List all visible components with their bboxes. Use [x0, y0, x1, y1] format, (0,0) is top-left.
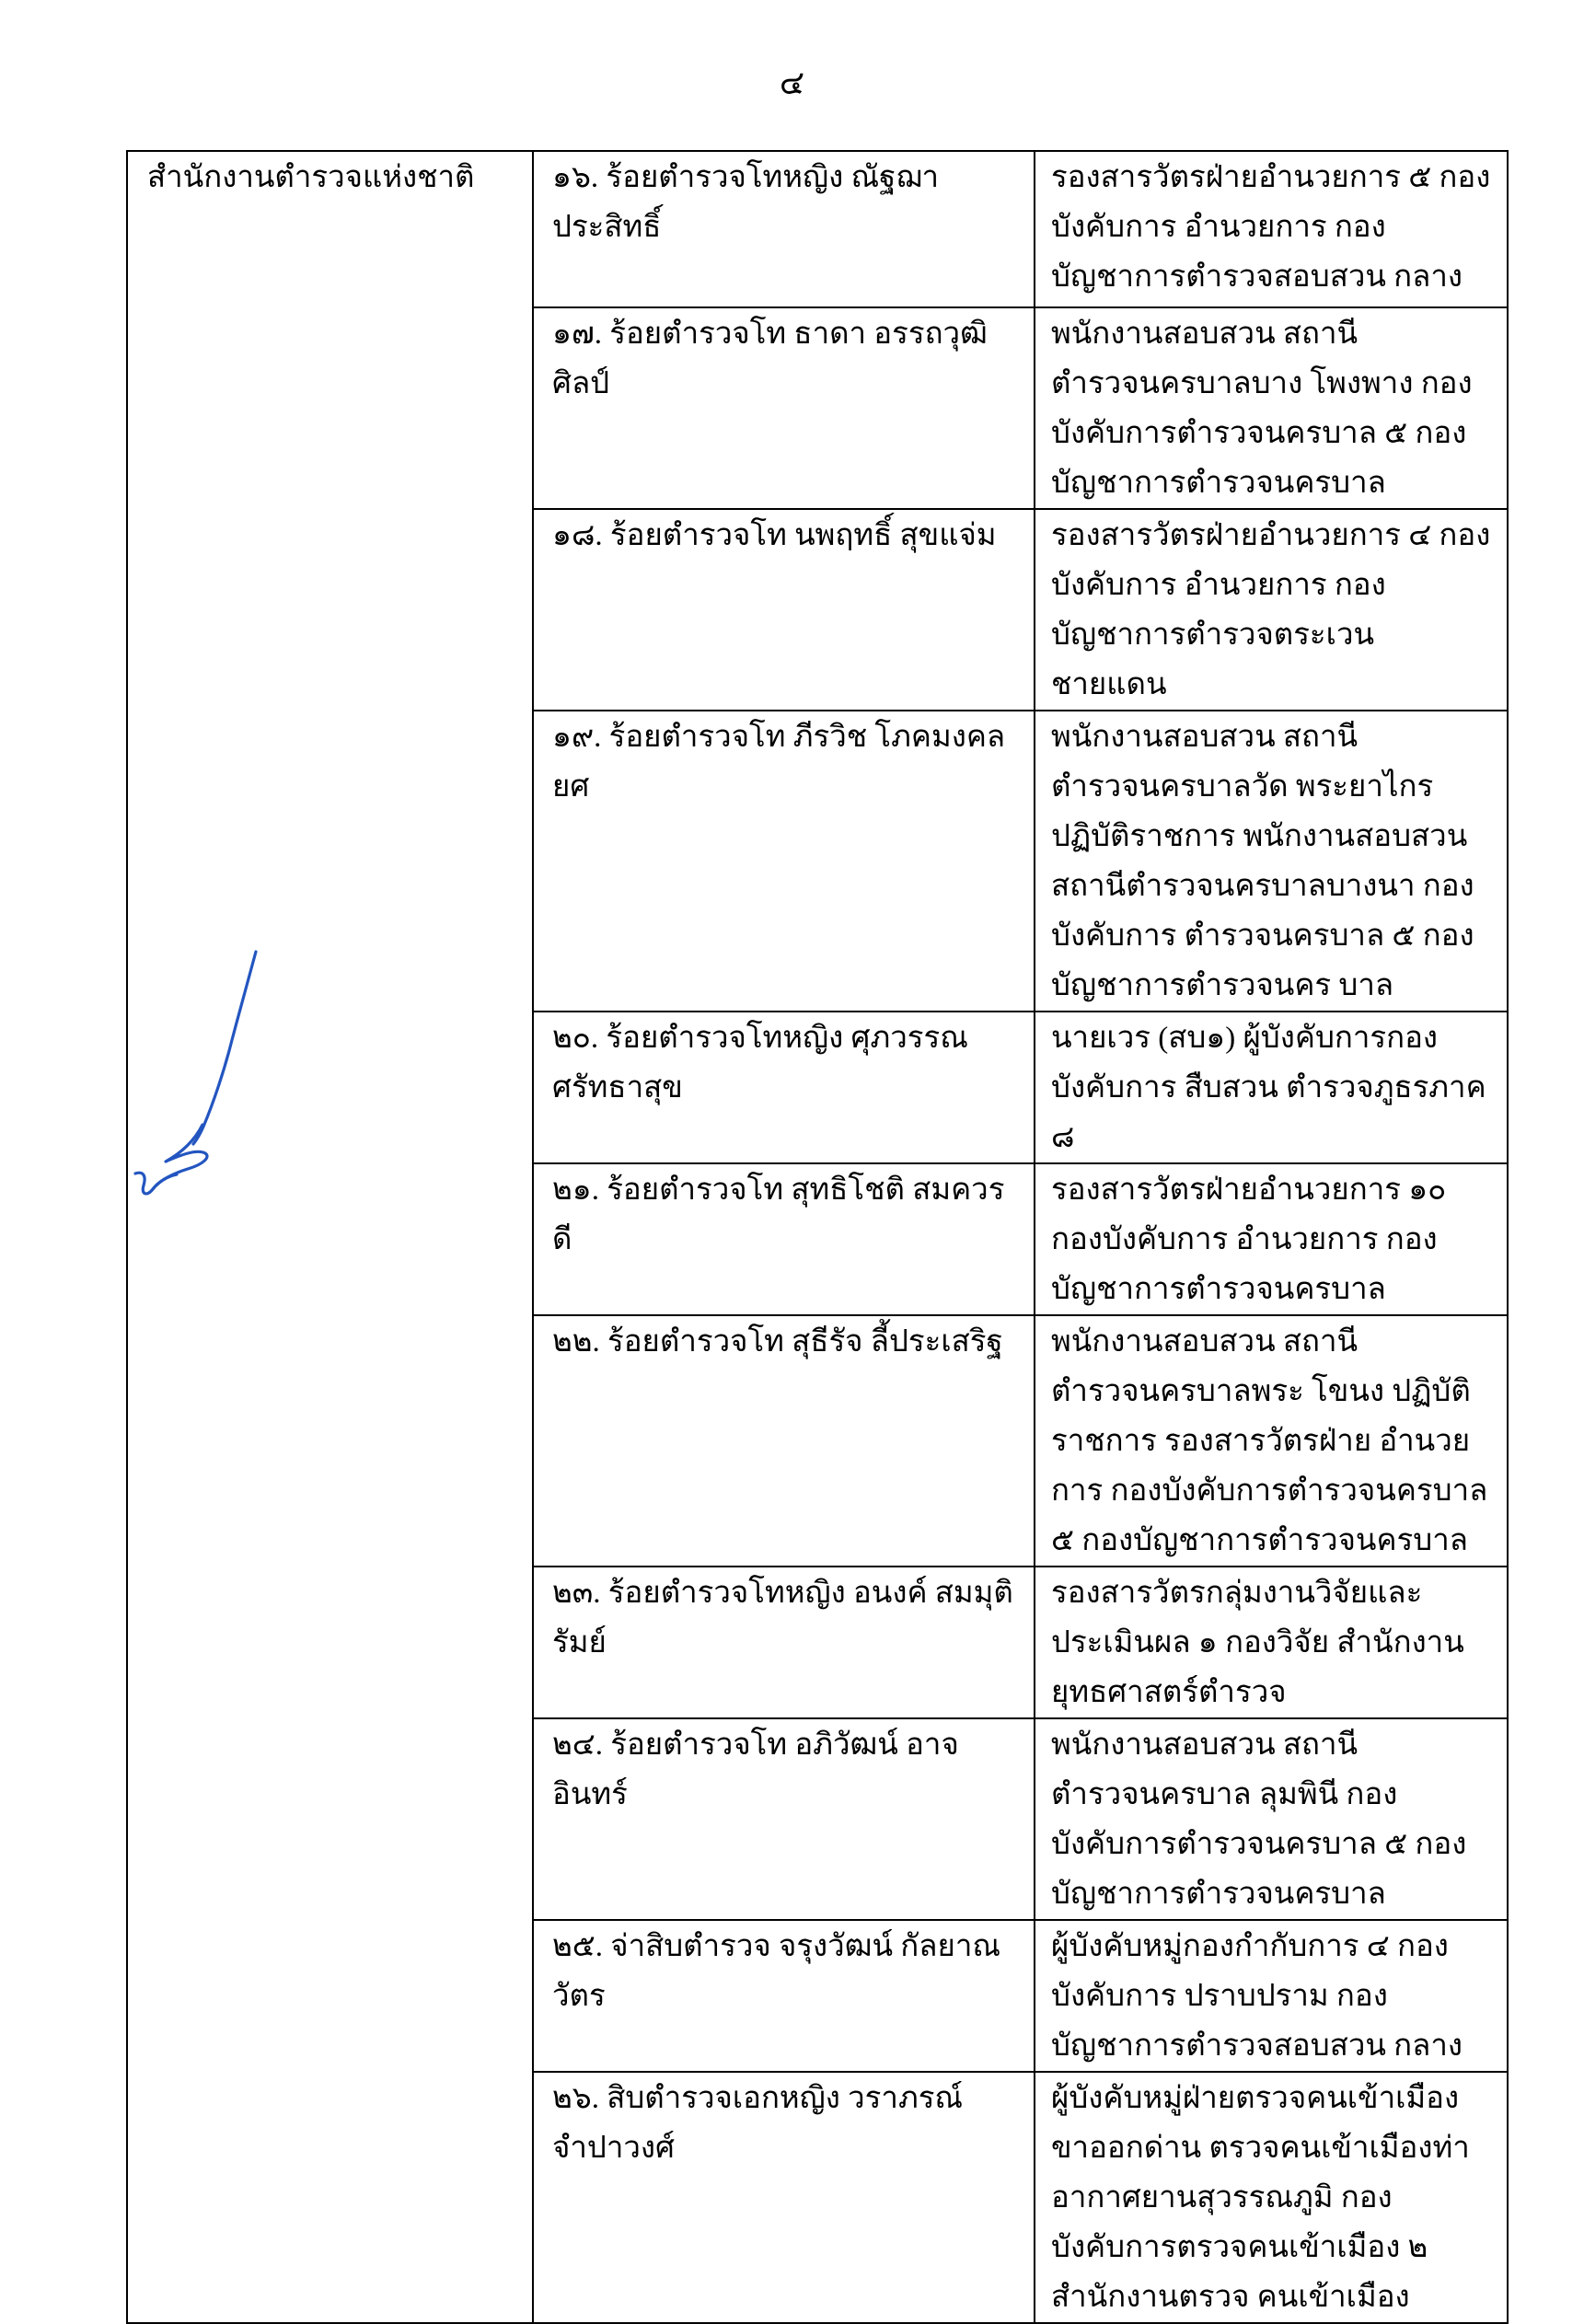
- table-row: [534, 1921, 1507, 2073]
- table-row: [534, 308, 1507, 510]
- assignment-table: [126, 150, 1509, 2324]
- table-row: [534, 1719, 1507, 1921]
- officer-name-cell: ๒๖. สิบตำรวจเอกหญิง วราภรณ์ จำปาวงศ์: [534, 2073, 1035, 2322]
- position-cell: รองสารวัตรกลุ่มงานวิจัยและประเมินผล ๑ กองวิจัย สำนักงานยุทธศาสตร์ตำรวจ: [1051, 1577, 1464, 1709]
- agency-cell: [128, 152, 534, 2322]
- officer-name-cell: ๑๗. ร้อยตำรวจโท ธาดา อรรถวุฒิศิลป์: [534, 308, 1035, 508]
- table-row: [534, 1316, 1507, 1567]
- table-row: [534, 1567, 1507, 1719]
- officer-name-cell: ๑๖. ร้อยตำรวจโทหญิง ณัฐฌา ประสิทธิ์: [534, 152, 1035, 306]
- table-row: [534, 510, 1507, 711]
- position-cell: พนักงานสอบสวน สถานีตำรวจนครบาลบาง โพงพาง กองบังคับการตำรวจนครบาล ๕ กองบัญชาการตำรวจนครบาล: [1051, 318, 1473, 500]
- position-cell: พนักงานสอบสวน สถานีตำรวจนครบาลพระ โขนง ปฏิบัติราชการ รองสารวัตรฝ่าย อำนวยการ กองบังคับการตำรวจนครบาล ๕ กองบัญชาการตำรวจนครบาล: [1051, 1325, 1488, 1557]
- page-number: ๔: [779, 64, 805, 101]
- table-row: [534, 2073, 1507, 2322]
- position-cell: ผู้บังคับหมู่ฝ่ายตรวจคนเข้าเมืองขาออกด่าน ตรวจคนเข้าเมืองท่าอากาศยานสุวรรณภูมิ กอง บังคับการตรวจคนเข้าเมือง ๒ สำนักงานตรวจ คนเข้าเมือง: [1051, 2082, 1470, 2314]
- table-row: [534, 152, 1507, 308]
- officer-name-cell: ๒๐. ร้อยตำรวจโทหญิง ศุภวรรณ ศรัทธาสุข: [534, 1012, 1035, 1162]
- officer-name-cell: ๒๓. ร้อยตำรวจโทหญิง อนงค์ สมมุติรัมย์: [534, 1567, 1035, 1717]
- table-rows: [534, 152, 1507, 2322]
- officer-name-cell: ๒๑. ร้อยตำรวจโท สุทธิโชติ สมควรดี: [534, 1164, 1035, 1314]
- position-cell: รองสารวัตรฝ่ายอำนวยการ ๑๐ กองบังคับการ อำนวยการ กองบัญชาการตำรวจนครบาล: [1051, 1174, 1447, 1306]
- officer-name-cell: ๒๔. ร้อยตำรวจโท อภิวัฒน์ อาจอินทร์: [534, 1719, 1035, 1919]
- table-row: [534, 1164, 1507, 1316]
- position-cell: รองสารวัตรฝ่ายอำนวยการ ๕ กองบังคับการ อำนวยการ กองบัญชาการตำรวจสอบสวน กลาง: [1051, 161, 1491, 294]
- officer-name-cell: ๒๕. จ่าสิบตำรวจ จรุงวัฒน์ กัลยาณวัตร: [534, 1921, 1035, 2071]
- table-row: [534, 1012, 1507, 1164]
- table-row: [534, 711, 1507, 1012]
- officer-name-cell: ๑๘. ร้อยตำรวจโท นพฤทธิ์ สุขแจ่ม: [534, 510, 1035, 710]
- position-cell: พนักงานสอบสวน สถานีตำรวจนครบาล ลุมพินี กองบังคับการตำรวจนครบาล ๕ กองบัญชาการตำรวจนครบาล: [1051, 1729, 1467, 1911]
- officer-name-cell: ๒๒. ร้อยตำรวจโท สุธีรัจ ลี้ประเสริฐ: [534, 1316, 1035, 1566]
- officer-name-cell: ๑๙. ร้อยตำรวจโท ภีรวิช โภคมงคลยศ: [534, 711, 1035, 1011]
- position-cell: รองสารวัตรฝ่ายอำนวยการ ๔ กองบังคับการ อำนวยการ กองบัญชาการตำรวจตระเวน ชายแดน: [1051, 519, 1491, 701]
- position-cell: ผู้บังคับหมู่กองกำกับการ ๔ กองบังคับการ ปราบปราม กองบัญชาการตำรวจสอบสวน กลาง: [1051, 1930, 1463, 2063]
- position-cell: นายเวร (สบ๑) ผู้บังคับการกองบังคับการ สืบสวน ตำรวจภูธรภาค ๘: [1051, 1022, 1486, 1154]
- position-cell: พนักงานสอบสวน สถานีตำรวจนครบาลวัด พระยาไกร ปฏิบัติราชการ พนักงานสอบสวน สถานีตำรวจนครบาลบางนา กองบังคับการ ตำรวจนครบาล ๕ กองบัญชาการตำรวจนคร บาล: [1051, 721, 1474, 1002]
- agency-name: สำนักงานตำรวจแห่งชาติ: [147, 161, 475, 194]
